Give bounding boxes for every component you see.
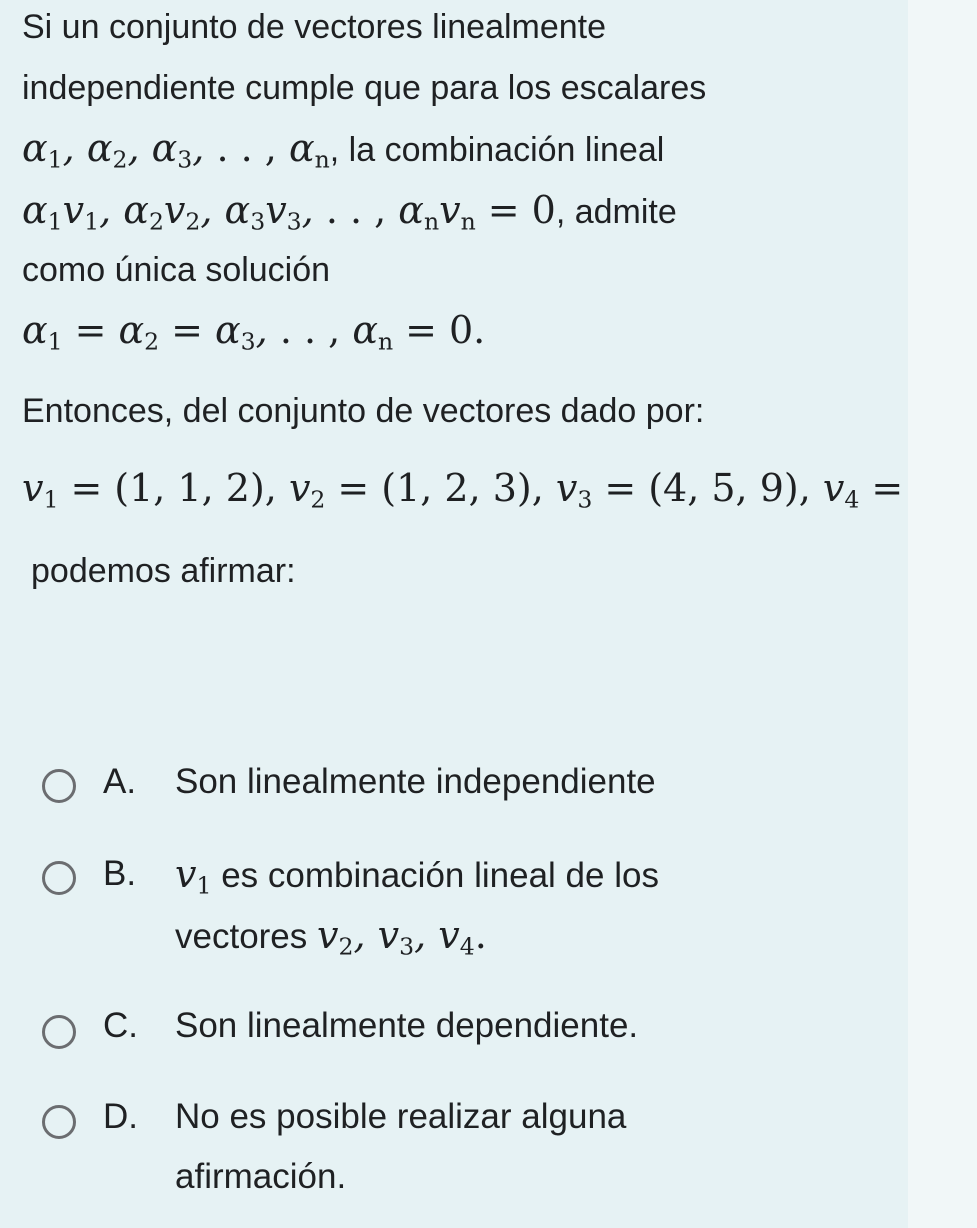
option-b-text-line-2: vectores $v_2$, $v_3$, $v_4$. (175, 913, 487, 961)
vectors-math: $v_1 = (1$, 1, 2), $v_2 = (1$, 2, 3), $v_3 = (4$, 5, 9), $v_4$ = (22, 466, 904, 514)
radio-button-b[interactable] (42, 861, 76, 895)
radio-button-c[interactable] (42, 1015, 76, 1049)
combination-math: $\alpha_1v_1$, $\alpha_2v_2$, $\alpha_3v_3$, . . , $\alpha_nv_n = 0$ (22, 188, 556, 236)
question-line-4: $\alpha_1v_1$, $\alpha_2v_2$, $\alpha_3v_3$, . . , $\alpha_nv_n = 0$, admite (22, 188, 677, 236)
question-line-9: podemos afirmar: (31, 552, 296, 590)
question-line-2: independiente cumple que para los escalares (22, 69, 707, 107)
solution-math: $\alpha_1 = \alpha_2 = \alpha_3$, . . , $\alpha_n = 0$. (22, 308, 486, 356)
option-c-letter: C. (103, 1006, 138, 1045)
question-line-6 (22, 308, 485, 354)
vectors-math-line (22, 466, 915, 512)
radio-button-d[interactable] (42, 1105, 76, 1139)
option-a-letter: A. (103, 762, 137, 801)
radio-button-a[interactable] (42, 769, 76, 803)
option-a-text: Son linealmente independiente (175, 762, 656, 801)
option-d-letter: D. (103, 1097, 138, 1136)
option-d-text-line-2: afirmación. (175, 1157, 347, 1196)
vectors-list-math: $v_2$, $v_3$, $v_4$. (317, 913, 487, 961)
question-line-1: Si un conjunto de vectores linealmente (22, 8, 607, 46)
scalars-math: $\alpha_1$, $\alpha_2$, $\alpha_3$, . . , $\alpha_n$ (22, 126, 330, 174)
v1-math: $v_1$ (175, 852, 212, 900)
option-b-text-line-1: $v_1$ es combinación lineal de los (175, 852, 659, 900)
question-line-5: como única solución (22, 251, 331, 289)
right-margin (908, 0, 977, 1228)
option-d-text-line-1: No es posible realizar alguna (175, 1097, 627, 1136)
question-line-7: Entonces, del conjunto de vectores dado por: (22, 392, 705, 430)
option-b-letter: B. (103, 854, 137, 893)
option-c-text: Son linealmente dependiente. (175, 1006, 639, 1045)
question-line-3: $\alpha_1$, $\alpha_2$, $\alpha_3$, . . , $\alpha_n$, la combinación lineal (22, 126, 665, 174)
